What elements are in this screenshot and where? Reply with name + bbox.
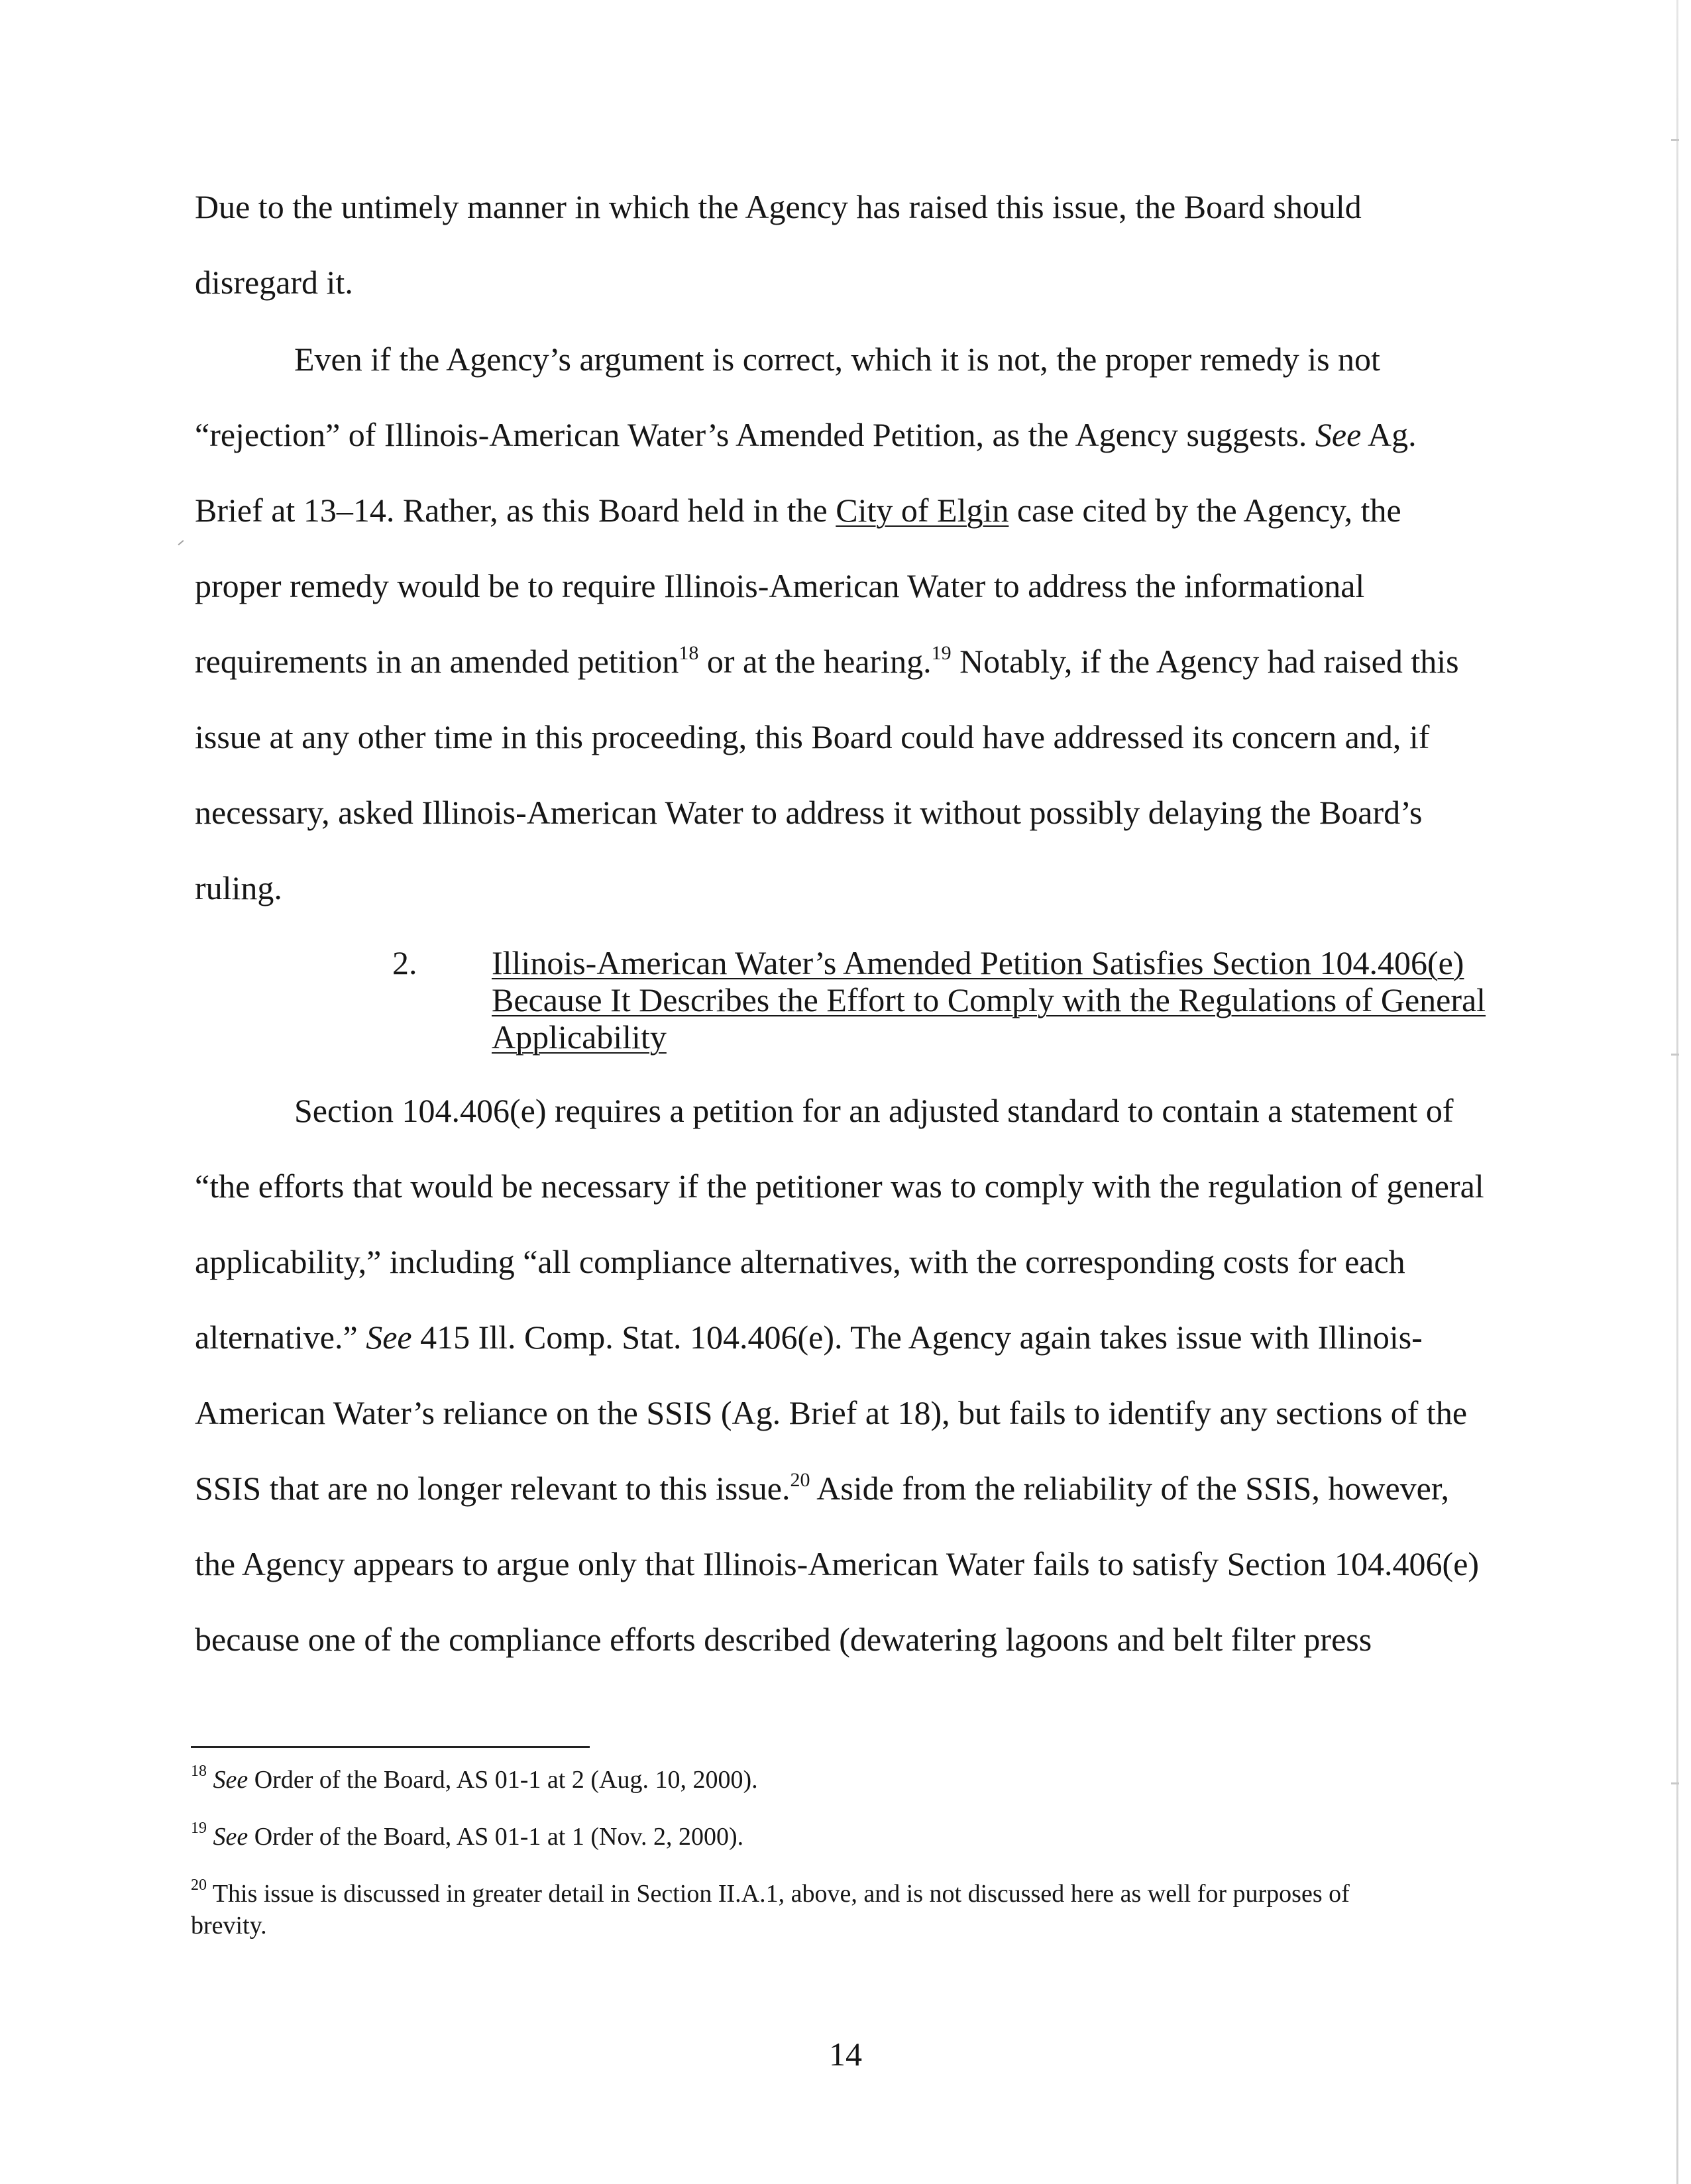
scan-edge-mark: [1671, 1782, 1679, 1784]
section-heading-number: 2.: [392, 944, 417, 981]
body-line: requirements in an amended petition$^{18}$ or at the hearing.$^{19}$ Notably, if the Agency had raised this: [195, 642, 1459, 680]
footnote-19: $^{19}$ See Order of the Board, AS 01-1 at 1 (Nov. 2, 2000).: [191, 1820, 744, 1851]
footnote-ref-18: 18: [679, 642, 699, 665]
body-line: Brief at 13–14. Rather, as this Board held in the City of Elgin case cited by the Agency, the: [195, 492, 1401, 529]
body-line: Section 104.406(e) requires a petition for an adjusted standard to contain a statement of: [294, 1092, 1454, 1129]
body-line: proper remedy would be to require Illinois-American Water to address the informational: [195, 567, 1365, 604]
scan-edge-line: [1676, 0, 1678, 2184]
body-line: disregard it.: [195, 264, 353, 301]
body-line: applicability,” including “all compliance alternatives, with the corresponding costs for each: [195, 1243, 1405, 1280]
body-line: necessary, asked Illinois-American Water to address it without possibly delaying the Board’s: [195, 794, 1423, 831]
section-heading-line: Applicability: [492, 1018, 667, 1056]
case-name: City of Elgin: [836, 492, 1009, 529]
body-line: “rejection” of Illinois-American Water’s Amended Petition, as the Agency suggests. See Ag.: [195, 416, 1417, 453]
scan-edge-mark: [1671, 139, 1679, 141]
body-line: issue at any other time in this proceeding, this Board could have addressed its concern and, if: [195, 718, 1430, 755]
footnote-ref-20: 20: [790, 1469, 810, 1492]
body-line: because one of the compliance efforts described (dewatering lagoons and belt filter press: [195, 1621, 1372, 1658]
footnote-20: $^{20}$ This issue is discussed in greater detail in Section II.A.1, above, and is not discussed here as well for purposes of: [191, 1877, 1350, 1908]
footnote-ref-19: 19: [931, 642, 952, 665]
citation-signal: See: [366, 1319, 412, 1356]
section-heading-line: Illinois-American Water’s Amended Petition Satisfies Section 104.406(e): [492, 944, 1464, 981]
body-line: Due to the untimely manner in which the Agency has raised this issue, the Board should: [195, 188, 1362, 225]
footnote-20-continued: brevity.: [191, 1912, 267, 1939]
footnote-separator: [191, 1746, 590, 1748]
scan-speck: [178, 540, 184, 545]
scan-edge-mark: [1671, 1054, 1679, 1056]
body-line: American Water’s reliance on the SSIS (Ag. Brief at 18), but fails to identify any sections of the: [195, 1394, 1468, 1431]
body-line: ruling.: [195, 869, 282, 906]
body-line: SSIS that are no longer relevant to this issue.$^{20}$ Aside from the reliability of the SSIS, however,: [195, 1469, 1449, 1507]
page-number: 14: [829, 2036, 862, 2073]
body-line: alternative.” See 415 Ill. Comp. Stat. 104.406(e). The Agency again takes issue with Illinois-: [195, 1319, 1423, 1356]
body-line: the Agency appears to argue only that Illinois-American Water fails to satisfy Section 104.406(e): [195, 1545, 1480, 1582]
body-line: Even if the Agency’s argument is correct, which it is not, the proper remedy is not: [294, 341, 1380, 378]
citation-signal: See: [1315, 416, 1362, 453]
body-line: “the efforts that would be necessary if the petitioner was to comply with the regulation of general: [195, 1168, 1484, 1205]
footnote-18: $^{18}$ See Order of the Board, AS 01-1 at 2 (Aug. 10, 2000).: [191, 1763, 758, 1794]
section-heading-line: Because It Describes the Effort to Comply with the Regulations of General: [492, 981, 1486, 1018]
